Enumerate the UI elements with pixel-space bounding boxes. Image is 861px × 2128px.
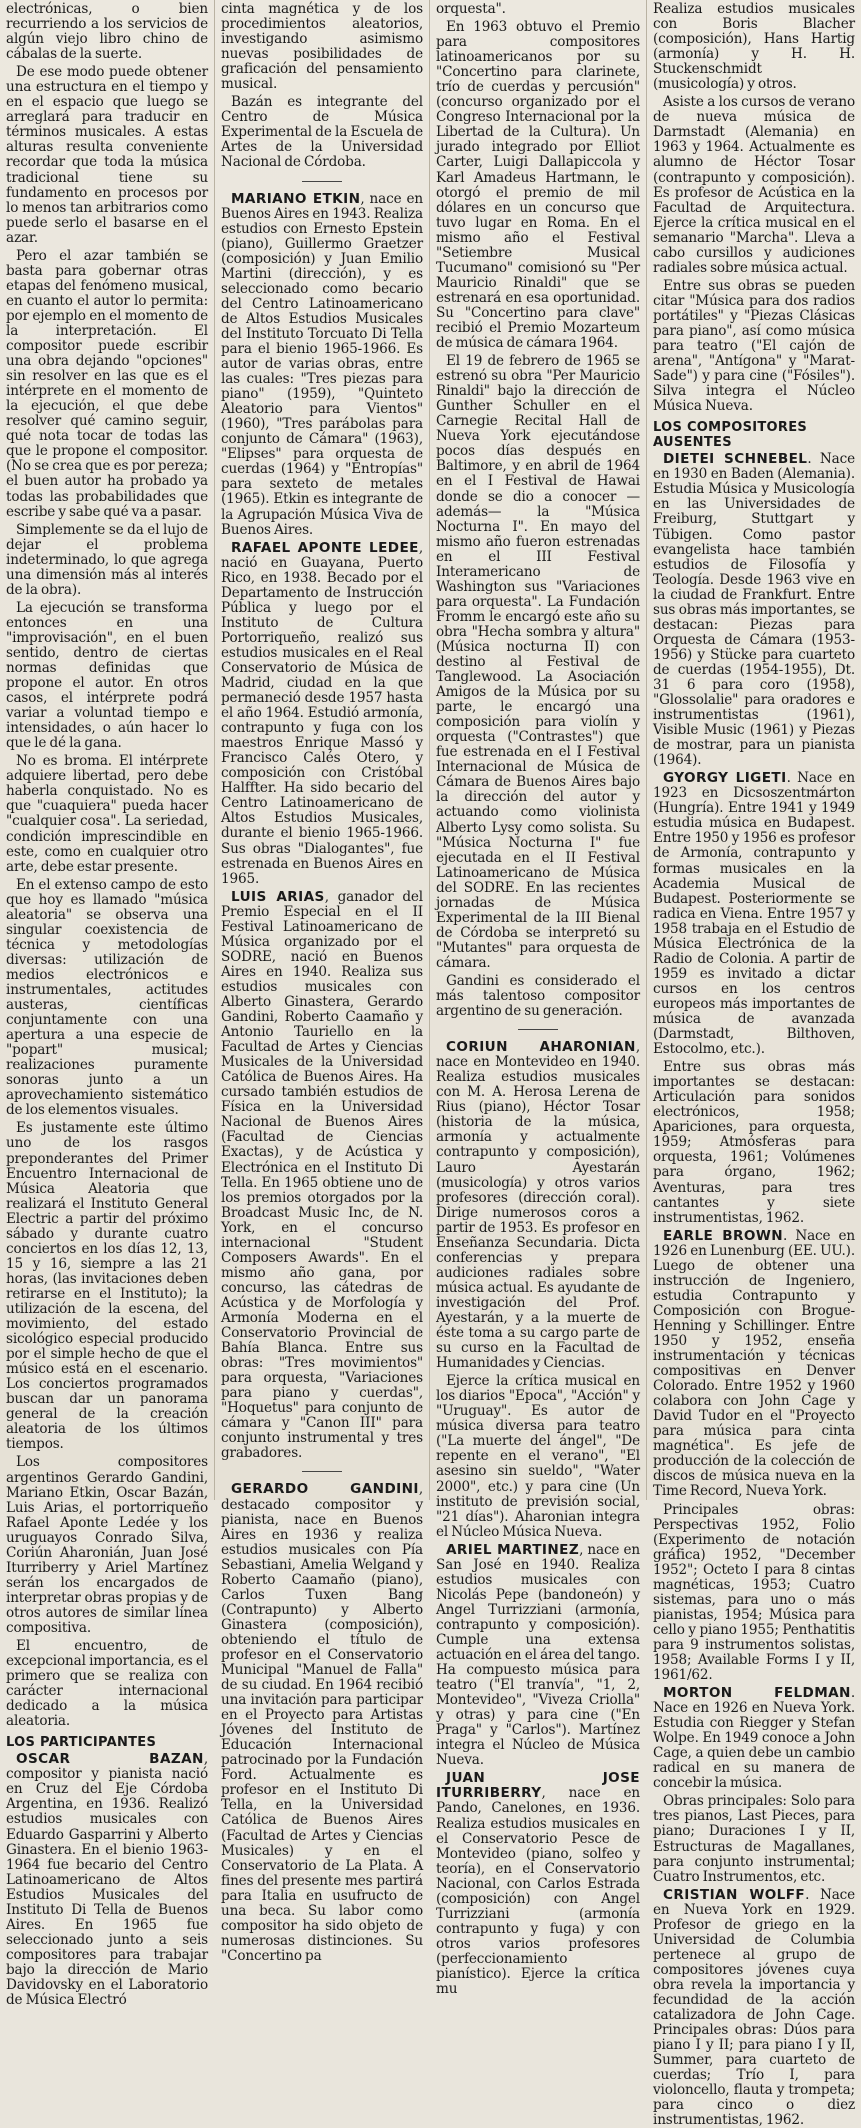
bio-text: , nace en Buenos Aires en 1943. Realiza estudios con Ernesto Epstein (piano), Guillermo Graetzer (composición) y Juan Emilio Martini (dirección), y es seleccionado como becario del Centro Latinoamericano de Altos Estudios Musicales del Instituto Torcuato Di Tella para el bienio 1965-1966. Es autor de varias obras, entre las cuales: "Tres piezas para piano" (1959), "Quinteto Aleatorio para Vientos" (1960), "Tres parábolas para conjunto de Cámara" (1963), "Elipses" para orquesta de cuerdas (1964) y "Entropías" para sexteto de metales (1965). Etkin es integrante de la Agrupación Música Viva de Buenos Aires. — [221, 190, 423, 538]
paragraph: No es broma. El intérprete adquiere libertad, pero debe haberla conquistado. No es que "cuaquiera" pueda hacer "cualquier cosa". La seriedad, condición imprescindible en este, como en cualquier otro arte, debe estar presente. — [6, 753, 208, 875]
paragraph: Realiza estudios musicales con Boris Blacher (composición), Hans Hartig (armonía) y H. H. Stuckenschmidt (musicología) y otros. — [653, 1, 855, 93]
bio-text: . Nace en Nueva York en 1929. Profesor de griego en la Universidad de Columbia pertenece al grupo de compositores jóvenes cuya obra revela la importancia y fecundidad de la acción catalizadora de John Cage. Principales obras: Dúos para piano I y II; para piano I y II, Summer, para cuarteto de cuerdas; Trío I, para violoncello, flauta y trompeta; para cinco o diez instrumentistas, 1962. — [653, 1886, 856, 2128]
paragraph: electrónicas, o bien recurriendo a los servicios de algún viejo libro chino de cábalas de la suerte. — [6, 1, 208, 63]
bio-paragraph — [436, 1040, 640, 1371]
divider — [518, 1029, 558, 1030]
bio-paragraph — [221, 192, 423, 538]
paragraph: Asiste a los cursos de verano de nueva música de Darmstadt (Alemania) en 1963 y 1964. Actualmente es alumno de Héctor Tosar (contrapunto y composición). Es profesor de Acústica en la Facultad de Arquitectura. Ejerce la crítica musical en el semanario "Marcha". Lleva a cabo cursillos y audiciones radiales sobre música actual. — [653, 94, 855, 276]
composer-name: GERARDO GANDINI — [231, 1481, 419, 1498]
bio-paragraph — [221, 1482, 423, 1964]
bio-text: , nace en San José en 1940. Realiza estudios musicales con Nicolás Pepe (bandoneón) y Angel Turrizziani (armonía, contrapunto y composición). Cumple una extensa actuación en el área del tango. Ha compuesto música para teatro ("El tranvía", "1, 2, Montevideo", "Viveza Criolla" y otras) y para cine ("En Praga" y "Carlos"). Martínez integra el Núcleo de Música Nueva. — [436, 1541, 640, 1769]
paragraph: La ejecución se transforma entonces en una "improvisación", en el buen sentido, dentro de ciertas normas definidas que propone el autor. En otros casos, el intérprete podrá variar a voluntad tiempo e intensidades, o aún hacer lo que le dé la gana. — [6, 599, 208, 752]
bio-paragraph — [653, 1888, 855, 2128]
paragraph: Ejerce la crítica musical en los diarios "Epoca", "Acción" y "Uruguay". Es autor de música diversa para teatro ("La muerte del ángel", "De repente en el verano", "El asesino sin sueldo", "Water 2000", etc.) y para cine (Un instituto de previsión social, "21 días"). Aharonian integra el Núcleo Música Nueva. — [436, 1373, 640, 1540]
paragraph: Gandini es considerado el más talentoso compositor argentino de su generación. — [436, 973, 640, 1020]
paragraph: Entre sus obras más importantes se destacan: Articulación para sonidos electrónicos, 1958; Apariciones, para orquesta, 1959; Atmósferas para orquesta, 1961; Volúmenes para órgano, 1962; Aventuras, para tres cantantes y siete instrumentistas, 1962. — [653, 1059, 855, 1226]
composer-name: EARLE BROWN — [663, 1227, 784, 1244]
section-heading: LOS PARTICIPANTES — [6, 1735, 157, 1751]
bio-text: . Nace en 1930 en Baden (Alemania). Estudia Música y Musicología en las Universidades de Freiburg, Stuttgart y Tübigen. Como pastor evangelista hace también estudios de Filosofía y Teología. Desde 1963 vive en la ciudad de Frankfurt. Entre sus obras más importantes, se destacan: Piezas para Orquesta de Cámara (1953-1956) y Stücke para cuarteto de cuerdas (1954-1955), Dt. 31 6 para coro (1958), "Glossolalie" para oradores e instrumentistas (1961), Visible Music (1961) y Piezas de mostrar, para un pianista (1964). — [653, 451, 855, 769]
bio-paragraph — [436, 1771, 640, 1997]
bio-paragraph — [6, 1752, 208, 2008]
bio-paragraph — [221, 890, 423, 1462]
composer-name: CORIUN AHARONIAN — [446, 1039, 636, 1056]
column-2 — [215, 0, 430, 1964]
paragraph: El 19 de febrero de 1965 se estrenó su obra "Per Mauricio Rinaldi" bajo la dirección de Gunther Schuller en el Carnegie Recital Hall de Nueva York ejecutándose pocos días después en Baltimore, y en abril de 1964 en el I Festival de Hawai donde se dio a conocer —además— la "Música Nocturna I". En mayo del mismo año fueron estrenadas en el III Festival Interamericano de Washington sus "Variaciones para orquesta". La Fundación Fromm le encargó este año su obra "Hecha sombra y altura" (Música nocturna II) con destino al Festival de Tanglewood. La Asociación Amigos de la Música por su parte, le encargó una composición para violín y orquesta ("Contrastes") que fue estrenada en el I Festival Internacional de Música de Cámara de Buenos Aires bajo la dirección del autor y actuando como violinista Alberto Lysy como solista. Su "Música Nocturna I" fue ejecutada en el II Festival Latinoamericano de Música del SODRE. En las recientes jornadas de Música Experimental de la III Bienal de Córdoba se interpretó su "Mutantes" para orquesta de cámara. — [436, 353, 640, 971]
paragraph: Obras principales: Solo para tres pianos, Last Pieces, para piano; Duraciones I y II, Estructuras de Magallanes, para conjunto instrumental; Cuatro Instrumentos, etc. — [653, 1793, 855, 1885]
composer-name: JUAN JOSE ITURRIBERRY — [436, 1770, 640, 1802]
bio-text: . Nace en 1923 en Dicsoszentmárton (Hungría). Entre 1941 y 1949 estudia música en Budapest. Entre 1950 y 1956 es profesor de Armonía, contrapunto y formas musicales en la Academia Musical de Budapest. Posteriormente se radica en Viena. Entre 1957 y 1958 trabaja en el Estudio de Música Electrónica de la Radio de Colonia. A partir de 1959 es invitado a dictar cursos en los centros europeos más importantes de música de avanzada (Darmstadt, Bilthoven, Estocolmo, etc.). — [653, 770, 855, 1058]
paragraph: Pero el azar también se basta para gobernar otras etapas del fenómeno musical, en cuanto el autor lo permita: por ejemplo en el momento de la interpretación. El compositor puede escribir una obra dejando "opciones" sin resolver en las que es el intérprete en el momento de la ejecución, el que debe resolver qué camino seguir, qué nota tocar de todas las que le propone el compositor. (No se crea que es por pereza; el buen autor ha probado ya todas las probabilidades que escribe y sabe qué va a pasar. — [6, 247, 208, 520]
bio-paragraph — [653, 771, 855, 1057]
paragraph: Es justamente este último uno de los rasgos preponderantes del Primer Encuentro Internacional de Música Aleatoria que realizará el Instituto General Electric a partir del próximo sábado y durante cuatro conciertos en los días 12, 13, 15 y 16, siempre a las 21 horas, (las invitaciones deben retirarse en el Instituto); la utilización de la escena, del movimiento, del estado sicológico especial producido por el simple hecho de que el músico está en el escenario. Los conciertos programados buscan dar un panorama general de la creación aleatoria de los últimos tiempos. — [6, 1120, 208, 1453]
paragraph: En el extenso campo de esto que hoy es llamado "música aleatoria" se observa una singular coexistencia de técnica y metodologías diversas: utilización de medios electrónicos e instrumentales, actitudes austeras, científicas conjuntamente con una apertura a una especie de "popart" musical; realizaciones puramente sonoras junto a un aprovechamiento sistemático de los elementos visuales. — [6, 876, 208, 1119]
composer-name: CRISTIAN WOLFF — [663, 1886, 806, 1903]
column-1 — [0, 0, 215, 2009]
bio-paragraph — [653, 1686, 855, 1791]
bio-text: , compositor y pianista nació en Cruz del Eje Córdoba Argentina, en 1936. Realizó estudios musicales con Eduardo Gasparrini y Alberto Ginastera. En el bienio 1963-1964 fue becario del Centro Latinoamericano de Altos Estudios Musicales del Instituto Di Tella de Buenos Aires. En 1965 fue seleccionado junto a seis compositores para trabajar bajo la dirección de Mario Davidovsky en el Laboratorio de Música Electró — [6, 1751, 208, 2009]
paragraph: Entre sus obras se pueden citar "Música para dos radios portátiles" y "Piezas Clásicas para piano", así como música para teatro ("El cajón de arena", "Antígona" y "Marat-Sade") y para cine ("Fósiles"). Silva integra el Núcleo Música Nueva. — [653, 277, 855, 415]
column-4 — [647, 0, 861, 2128]
paragraph: Simplemente se da el lujo de dejar el problema indeterminado, lo que agrega una dimensión más al interés de la obra). — [6, 521, 208, 598]
bio-text: , nace en Montevideo en 1940. Realiza estudios musicales con M. A. Herosa Lerena de Rius (piano), Héctor Tosar (historia de la música, armonía y actualmente contrapunto y composición), Lauro Ayestarán (musicología) y otros varios profesores (dirección coral). Dirige numerosos coros a partir de 1953. Es profesor en Enseñanza Secundaria. Dicta conferencias y prepara audiciones radiales sobre música actual. Es ayudante de investigación del Prof. Ayestarán, y a la muerte de éste toma a su cargo parte de su curso en la Facultad de Humanidades y Ciencias. — [436, 1039, 640, 1372]
composer-name: MARIANO ETKIN — [231, 190, 361, 207]
composer-name: MORTON FELDMAN — [663, 1685, 851, 1702]
composer-name: DIETEI SCHNEBEL — [663, 451, 808, 468]
bio-paragraph — [436, 1543, 640, 1769]
paragraph: Los compositores argentinos Gerardo Gandini, Mariano Etkin, Oscar Bazán, Luis Arias, el portorriqueño Rafael Aponte Ledée y los uruguayos Conrado Silva, Coriún Aharonián, Juan José Iturriberry y Ariel Martínez serán los encargados de interpretar obras propias y de otros autores de similar línea compositiva. — [6, 1454, 208, 1636]
paragraph: De ese modo puede obtener una estructura en el tiempo y en el espacio que luego se arreglará para traducir en términos musicales. A estas alturas resulta conveniente recordar que toda la música tradicional tiene su fundamento en procesos por lo menos tan arbitrarios como puede serlo el basarse en el azar. — [6, 64, 208, 246]
bio-paragraph — [221, 541, 423, 887]
composer-name: GYORGY LIGETI — [663, 770, 787, 787]
bio-text: , ganador del Premio Especial en el II Festival Latinoamericano de Música organizado por el SODRE, nació en Buenos Aires en 1940. Realiza sus estudios musicales con Alberto Ginastera, Gerardo Gandini, Roberto Caamaño y Antonio Tauriello en la Facultad de Artes y Ciencias Musicales de la Universidad Católica de Buenos Aires. Ha cursado también estudios de Física en la Universidad Nacional de Buenos Aires (Facultad de Ciencias Exactas), y de Acústica y Electrónica en el Instituto Di Tella. En 1965 obtiene uno de los premios otorgados por la Broadcast Music Inc, de N. York, en el concurso internacional "Student Composers Awards". En el mismo año gana, por concurso, las cátedras de Acústica y de Morfología y Armonía Moderna en el Conservatorio Provincial de Bahía Blanca. Entre sus obras: "Tres movimientos" para orquesta, "Variaciones para piano y cuerdas", "Hoquetus" para conjunto de cámara y "Canon III" para conjunto instrumental y tres grabadores. — [221, 888, 423, 1462]
composer-name: OSCAR BAZAN — [16, 1751, 204, 1768]
divider — [302, 181, 342, 182]
paragraph: El encuentro, de excepcional importancia, es el primero que se realiza con carácter internacional dedicado a la música aleatoria. — [6, 1638, 208, 1730]
composer-name: ARIEL MARTINEZ — [446, 1541, 580, 1558]
column-3 — [430, 0, 647, 1998]
bio-paragraph — [653, 1229, 855, 1500]
bio-text: . Nace en 1926 en Lunenburg (EE. UU.). Luego de obtener una instrucción de Ingeniero, estudia Contrapunto y Composición con Brogue-Henning y Schillinger. Entre 1950 y 1952, enseña instrumentación y técnicas compositivas en Denver Colorado. Entre 1952 y 1960 colabora con John Cage y David Tudor en el "Proyecto para música para cinta magnética". Es jefe de producción de la colección de discos de música nueva en la Time Record, Nueva York. — [653, 1227, 855, 1500]
bio-text: , destacado compositor y pianista, nace en Buenos Aires en 1936 y realiza estudios musicales con Pía Sebastiani, Amelia Welgand y Roberto Caamaño (piano), Carlos Tuxen Bang (Contrapunto) y Alberto Ginastera (composición), obteniendo el título de profesor en el Conservatorio Municipal "Manuel de Falla" de su ciudad. En 1964 recibió una invitación para participar en el Proyecto para Artistas Jóvenes del Instituto de Educación Internacional patrocinado por la Fundación Ford. Actualmente es profesor en el Instituto Di Tella, en la Universidad Católica de Buenos Aires (Facultad de Artes y Ciencias Musicales) y en el Conservatorio de La Plata. A fines del presente mes partirá para Italia en usufructo de una beca. Su labor como compositor ha sido objeto de numerosas distinciones. Su "Concertino pa — [221, 1481, 423, 1964]
paragraph: Principales obras: Perspectivas 1952, Folio (Experimento de notación gráfica) 1952, "December 1952"; Octeto I para 8 cintas magnéticas, 1953; Cuatro sistemas, para uno o más pianistas, 1954; Música para cello y piano 1955; Penthatitis para 9 instrumentos solistas, 1958; Available Forms I y II, 1961/62. — [653, 1501, 855, 1684]
divider — [302, 1471, 342, 1472]
bio-text: , nació en Guayana, Puerto Rico, en 1938. Becado por el Departamento de Instrucción Pública y luego por el Instituto de Cultura Portorriqueño, realizó sus estudios musicales en el Real Conservatorio de Música de Madrid, ciudad en la que permaneció desde 1957 hasta el año 1964. Estudió armonía, contrapunto y fuga con los maestros Enrique Massó y Francisco Calés Otero, y composición con Cristóbal Halffter. Ha sido becario del Centro Latinoamericano de Altos Estudios Musicales, durante el bienio 1965-1966. Sus obras "Dialogantes", fue estrenada en Buenos Aires en 1965. — [221, 539, 423, 887]
bio-text: , nace en Pando, Canelones, en 1936. Realiza estudios musicales en el Conservatorio Pesce de Montevideo (piano, solfeo y teoría), en el Conservatorio Nacional, con Carlos Estrada (composición) con Angel Turrizziani (armonía contrapunto y fuga) y con otros varios profesores (perfeccionamiento pianístico). Ejerce la crítica mu — [436, 1785, 640, 1998]
paragraph: orquesta". — [436, 1, 506, 17]
composer-name: LUIS ARIAS — [231, 888, 325, 905]
composer-name: RAFAEL APONTE LEDEE — [231, 539, 419, 556]
paragraph: Bazán es integrante del Centro de Música Experimental de la Escuela de Artes de la Universidad Nacional de Córdoba. — [221, 94, 423, 171]
bio-text: . Nace en 1926 en Nueva York. Estudia con Riegger y Stefan Wolpe. En 1949 conoce a John Cage, a quien debe un cambio radical en su manera de concebir la música. — [653, 1685, 855, 1792]
bio-paragraph — [653, 452, 855, 768]
section-heading: LOS COMPOSITORES AUSENTES — [653, 420, 808, 451]
paragraph: cinta magnética y de los procedimientos aleatorios, investigando asimismo nuevas posibilidades de graficación del pensamiento musical. — [221, 1, 423, 93]
paragraph: En 1963 obtuvo el Premio para compositores latinoamericanos por su "Concertino para clarinete, trío de cuerdas y percusión" (concurso organizado por el Congreso Internacional por la Libertad de la Cultura). Un jurado integrado por Elliot Carter, Luigi Dallapiccola y Karl Amadeus Hartmann, le otorgó el premio de mil dólares en un concurso que tuvo lugar en Roma. En el mismo año el Festival "Setiembre Musical Tucumano" comisionó su "Per Mauricio Rinaldi" que se estrenará en esa oportunidad. Su "Concertino para clave" recibió el Premio Mozarteum de música de cámara 1964. — [436, 19, 640, 352]
